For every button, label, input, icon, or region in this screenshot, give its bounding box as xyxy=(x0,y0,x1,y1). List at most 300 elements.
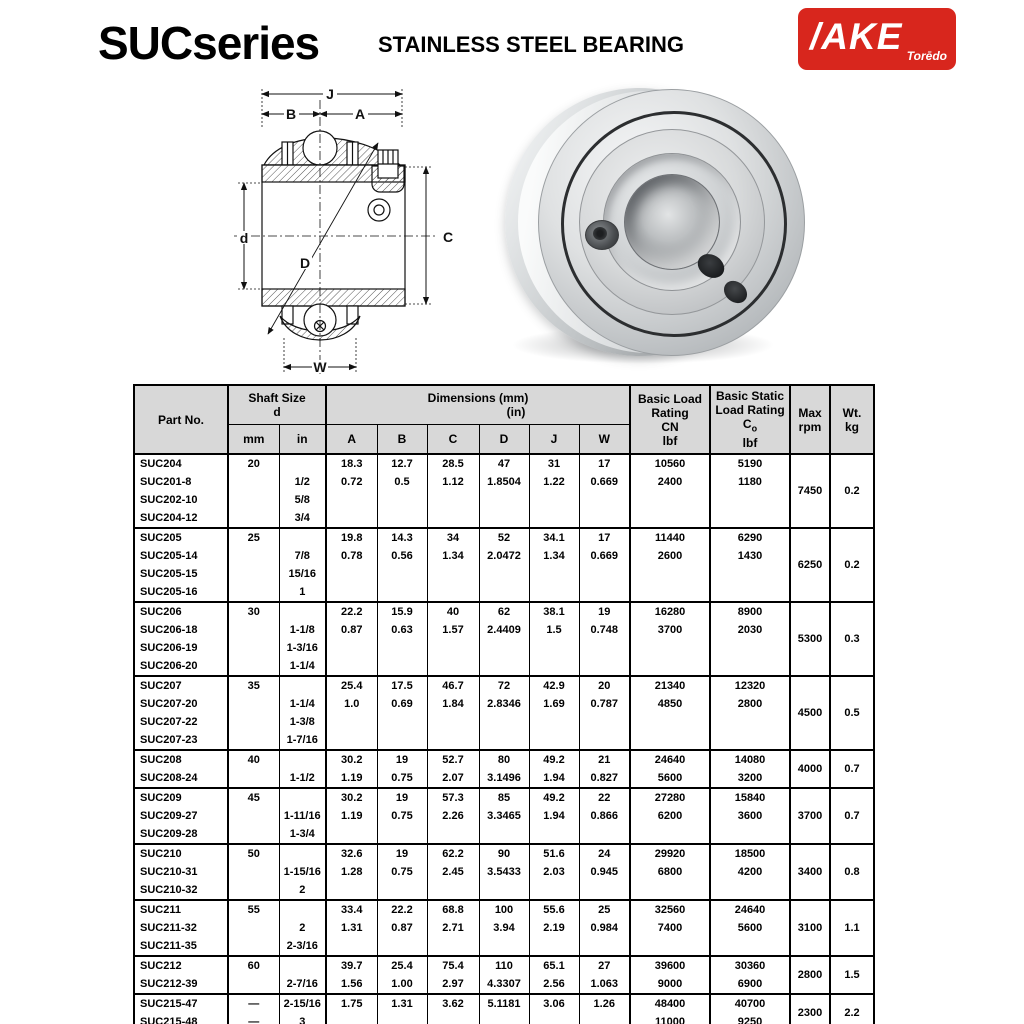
cell-line: SUC204 xyxy=(140,458,182,470)
max-rpm-cell: 4500 xyxy=(790,676,830,750)
dim-d-cell xyxy=(479,844,529,900)
weight-cell: 1.1 xyxy=(830,900,874,956)
cell-line xyxy=(580,825,630,843)
table-row xyxy=(134,844,874,900)
cell-line: 20 xyxy=(247,458,260,470)
cell-line xyxy=(631,731,709,749)
cell-line: 0.787 xyxy=(590,698,619,710)
dim-label-w: W xyxy=(313,359,327,375)
shaft-in-cell xyxy=(279,676,326,750)
cell-line xyxy=(711,657,789,675)
cell-line: 0.72 xyxy=(341,476,363,488)
cell-line: 49.2 xyxy=(543,754,565,766)
cell-line: 6200 xyxy=(657,810,683,822)
load-cn-cell xyxy=(630,900,710,956)
cell-line: 2 xyxy=(299,884,306,896)
load-co-cell xyxy=(710,956,790,994)
dim-w-cell xyxy=(579,900,630,956)
cell-line: 48400 xyxy=(654,998,686,1010)
load-co-cell xyxy=(710,676,790,750)
cell-line: 55 xyxy=(247,904,260,916)
cell-line: 51.6 xyxy=(543,848,565,860)
cell-line xyxy=(428,583,479,601)
cell-line xyxy=(711,509,789,527)
load-co-cell xyxy=(710,788,790,844)
brand-logo-name: AKE xyxy=(821,16,903,57)
cell-line: 2.0472 xyxy=(487,550,521,562)
cell-line: 57.3 xyxy=(442,792,464,804)
dim-w-cell xyxy=(579,994,630,1024)
cell-line: 1-15/16 xyxy=(283,866,321,878)
cell-line: 2400 xyxy=(657,476,683,488)
technical-drawing xyxy=(226,86,468,386)
col-header-shaft-size: Shaft Size d xyxy=(228,385,326,425)
cell-line xyxy=(631,509,709,527)
cell-line: 17 xyxy=(598,458,611,470)
brand-logo xyxy=(798,8,956,70)
cell-line: 22.2 xyxy=(341,606,363,618)
cell-line xyxy=(378,881,427,899)
cell-line: SUC206-20 xyxy=(140,660,198,672)
shaft-mm-cell xyxy=(228,994,279,1024)
dim-a-cell xyxy=(326,900,377,956)
load-co-cell xyxy=(710,994,790,1024)
dim-a-cell xyxy=(326,844,377,900)
cell-line: 1/2 xyxy=(294,476,310,488)
cell-line: 1-3/4 xyxy=(289,828,315,840)
cell-line: SUC205-16 xyxy=(140,586,198,598)
cell-line xyxy=(327,583,377,601)
cell-line: 2030 xyxy=(737,624,763,636)
load-co-cell xyxy=(710,844,790,900)
dim-w-cell xyxy=(579,676,630,750)
cell-line xyxy=(378,639,427,657)
cell-line xyxy=(480,713,529,731)
cell-line: 60 xyxy=(247,960,260,972)
cell-line: 1-1/2 xyxy=(289,772,315,784)
cell-line: 1.31 xyxy=(391,998,413,1010)
max-rpm-cell: 2300 xyxy=(790,994,830,1024)
cell-line xyxy=(480,881,529,899)
col-header-dim-w: W xyxy=(579,425,630,455)
cell-line: SUC205 xyxy=(140,532,182,544)
cell-line xyxy=(580,731,630,749)
max-rpm-cell: 6250 xyxy=(790,528,830,602)
cell-line: 3 xyxy=(299,1016,306,1024)
part-no-cell xyxy=(134,994,228,1024)
cell-line: SUC204-12 xyxy=(140,512,198,524)
cell-line xyxy=(480,565,529,583)
cell-line: 42.9 xyxy=(543,680,565,692)
cell-line: 25.4 xyxy=(341,680,363,692)
cell-line: 1180 xyxy=(738,476,762,488)
cell-line: 3.5433 xyxy=(487,866,521,878)
cell-line: 0.945 xyxy=(590,866,619,878)
cell-line: 55.6 xyxy=(543,904,565,916)
dim-b-cell xyxy=(377,528,427,602)
cell-line: 7/8 xyxy=(294,550,310,562)
cell-line: 2.97 xyxy=(442,978,464,990)
cell-line: 2.56 xyxy=(543,978,565,990)
cell-line xyxy=(229,473,279,491)
dim-c-cell xyxy=(427,844,479,900)
dim-j-cell xyxy=(529,788,579,844)
dim-c-cell xyxy=(427,602,479,676)
cell-line: 21340 xyxy=(654,680,686,692)
cell-line: 22 xyxy=(598,792,611,804)
cell-line: SUC211-32 xyxy=(140,922,197,934)
dim-j-cell xyxy=(529,602,579,676)
cell-line: 1 xyxy=(299,586,306,598)
brand-logo-text xyxy=(810,16,902,58)
cell-line: 0.78 xyxy=(341,550,363,562)
cell-line xyxy=(580,881,630,899)
cell-line: 1.12 xyxy=(442,476,464,488)
cell-line xyxy=(428,937,479,955)
cell-line: SUC207-23 xyxy=(140,734,198,746)
cell-line: 2.71 xyxy=(442,922,464,934)
cell-line: SUC201-8 xyxy=(140,476,192,488)
shaft-mm-cell xyxy=(228,788,279,844)
cell-line xyxy=(229,695,279,713)
cell-line xyxy=(428,1013,479,1024)
cell-line xyxy=(229,975,279,993)
cell-line: 0.669 xyxy=(590,476,619,488)
dim-d-cell xyxy=(479,676,529,750)
cell-line xyxy=(280,529,326,547)
cell-line xyxy=(480,1013,529,1024)
cell-line xyxy=(428,491,479,509)
load-cn-cell xyxy=(630,994,710,1024)
dim-j-cell xyxy=(529,750,579,788)
cell-line xyxy=(530,713,579,731)
cell-line: 34 xyxy=(446,532,460,544)
load-cn-cell xyxy=(630,788,710,844)
cell-line: 12320 xyxy=(734,680,766,692)
weight-cell: 0.7 xyxy=(830,750,874,788)
dim-w-cell xyxy=(579,602,630,676)
col-header-dim-c: C xyxy=(427,425,479,455)
cell-line xyxy=(530,881,579,899)
set-screw-socket xyxy=(593,227,607,240)
cell-line xyxy=(378,657,427,675)
cell-line: 0.75 xyxy=(391,772,413,784)
cell-line: 46.7 xyxy=(442,680,464,692)
cell-line: SUC206 xyxy=(140,606,182,618)
cell-line: 27280 xyxy=(654,792,686,804)
cell-line xyxy=(229,713,279,731)
load-cn-cell xyxy=(630,844,710,900)
cell-line xyxy=(711,565,789,583)
dim-d-cell xyxy=(479,750,529,788)
cell-line: 20 xyxy=(598,680,611,692)
dim-c-cell xyxy=(427,788,479,844)
shaft-in-cell xyxy=(279,750,326,788)
weight-cell: 0.8 xyxy=(830,844,874,900)
cell-line xyxy=(428,565,479,583)
dim-label-c: C xyxy=(442,229,454,245)
cell-line: 6800 xyxy=(657,866,683,878)
cell-line xyxy=(428,881,479,899)
cell-line: SUC206-18 xyxy=(140,624,198,636)
cell-line: 0.63 xyxy=(391,624,413,636)
cell-line xyxy=(327,937,377,955)
cell-line xyxy=(327,639,377,657)
shaft-in-cell xyxy=(279,788,326,844)
cell-line: 3.94 xyxy=(493,922,515,934)
cell-line: 50 xyxy=(247,848,260,860)
cell-line xyxy=(631,713,709,731)
cell-line: 15.9 xyxy=(391,606,413,618)
shaft-mm-cell xyxy=(228,454,279,528)
cell-line xyxy=(530,639,579,657)
cell-line: 1-3/16 xyxy=(286,642,318,654)
cell-line: SUC208-24 xyxy=(140,772,198,784)
cell-line xyxy=(580,509,630,527)
product-photo xyxy=(505,80,805,370)
weight-cell: 1.5 xyxy=(830,956,874,994)
cell-line: 25.4 xyxy=(391,960,413,972)
load-cn-cell xyxy=(630,602,710,676)
dim-b-cell xyxy=(377,676,427,750)
cell-line xyxy=(480,509,529,527)
cell-line xyxy=(378,825,427,843)
dim-a-cell xyxy=(326,788,377,844)
cell-line xyxy=(229,881,279,899)
cell-line: 15/16 xyxy=(288,568,317,580)
dim-c-cell xyxy=(427,528,479,602)
table-row xyxy=(134,602,874,676)
dim-w-cell xyxy=(579,454,630,528)
shaft-mm-cell xyxy=(228,956,279,994)
table-row xyxy=(134,956,874,994)
shaft-mm-cell xyxy=(228,528,279,602)
dim-a-cell xyxy=(326,750,377,788)
load-cn-cell xyxy=(630,676,710,750)
max-rpm-cell: 3400 xyxy=(790,844,830,900)
cell-line: 0.56 xyxy=(391,550,413,562)
cell-line: 19 xyxy=(395,792,409,804)
spec-table xyxy=(133,384,875,1024)
dim-c-cell xyxy=(427,676,479,750)
shaft-mm-cell xyxy=(228,602,279,676)
cell-line: 30360 xyxy=(734,960,766,972)
cell-line: 0.75 xyxy=(391,810,413,822)
load-cn-cell xyxy=(630,528,710,602)
max-rpm-cell: 7450 xyxy=(790,454,830,528)
cell-line: 12.7 xyxy=(391,458,413,470)
cell-line: 33.4 xyxy=(341,904,363,916)
table-row xyxy=(134,750,874,788)
cell-line: 3600 xyxy=(737,810,763,822)
cell-line: 24 xyxy=(598,848,611,860)
cell-line xyxy=(711,491,789,509)
cell-line xyxy=(631,583,709,601)
shaft-mm-cell xyxy=(228,844,279,900)
cell-line xyxy=(530,565,579,583)
shaft-in-cell xyxy=(279,454,326,528)
cell-line: 1.84 xyxy=(442,698,464,710)
cell-line: 5190 xyxy=(737,458,763,470)
cell-line xyxy=(280,901,326,919)
cell-line: 0.748 xyxy=(590,624,619,636)
cell-line: SUC209-27 xyxy=(140,810,198,822)
cell-line: 49.2 xyxy=(543,792,565,804)
table-row xyxy=(134,528,874,602)
dim-label-b: B xyxy=(285,106,297,122)
cell-line xyxy=(530,583,579,601)
cell-line: SUC210 xyxy=(140,848,182,860)
dim-d-cell xyxy=(479,454,529,528)
cell-line: 1-1/8 xyxy=(289,624,315,636)
cell-line: 16280 xyxy=(654,606,686,618)
cell-line: 3.06 xyxy=(543,998,565,1010)
shaft-mm-cell xyxy=(228,750,279,788)
shaft-mm-cell xyxy=(228,900,279,956)
cell-line: 3/4 xyxy=(294,512,310,524)
cell-line: 1.19 xyxy=(341,810,363,822)
cell-line: 1.69 xyxy=(543,698,565,710)
table-row xyxy=(134,676,874,750)
cell-line: 7400 xyxy=(657,922,683,934)
cell-line: 29920 xyxy=(654,848,686,860)
shaft-in-cell xyxy=(279,956,326,994)
cell-line: SUC209-28 xyxy=(140,828,198,840)
cell-line: 1-7/16 xyxy=(286,734,318,746)
cell-line: 18.3 xyxy=(341,458,363,470)
cell-line xyxy=(480,583,529,601)
dim-c-cell xyxy=(427,994,479,1024)
cell-line: 40700 xyxy=(734,998,766,1010)
cell-line xyxy=(378,491,427,509)
cell-line: 19.8 xyxy=(341,532,363,544)
dim-b-cell xyxy=(377,602,427,676)
cell-line xyxy=(711,937,789,955)
dim-w-cell xyxy=(579,956,630,994)
col-header-dim-d: D xyxy=(479,425,529,455)
cell-line: 110 xyxy=(495,960,513,972)
series-title: SUCseries xyxy=(98,17,320,69)
max-rpm-cell: 3700 xyxy=(790,788,830,844)
weight-cell: 0.5 xyxy=(830,676,874,750)
cell-line xyxy=(530,731,579,749)
cell-line xyxy=(428,825,479,843)
dim-c-cell xyxy=(427,900,479,956)
cell-line: — xyxy=(248,998,260,1010)
cell-line xyxy=(378,937,427,955)
cell-line xyxy=(280,603,326,621)
cell-line: SUC210-31 xyxy=(140,866,198,878)
cell-line: 1.31 xyxy=(341,922,363,934)
part-no-cell xyxy=(134,750,228,788)
cell-line: 85 xyxy=(497,792,511,804)
cell-line: 11000 xyxy=(655,1016,685,1024)
col-header-basic-static: Basic Static Load Rating $C_o$ lbf xyxy=(710,385,790,454)
cell-line: 0.827 xyxy=(590,772,619,784)
cell-line xyxy=(378,509,427,527)
cell-line: 5600 xyxy=(657,772,683,784)
cell-line: 1.26 xyxy=(593,998,615,1010)
dim-label-d: d xyxy=(239,230,249,246)
cell-line: SUC212 xyxy=(140,960,182,972)
cell-line xyxy=(229,937,279,955)
cell-line: SUC205-14 xyxy=(140,550,198,562)
cell-line xyxy=(580,937,630,955)
cell-line: 2.45 xyxy=(442,866,464,878)
dim-w-cell xyxy=(579,528,630,602)
cell-line xyxy=(327,881,377,899)
cell-line xyxy=(327,713,377,731)
cell-line: 19 xyxy=(395,848,409,860)
dim-label-j: J xyxy=(326,86,334,102)
cell-line: 17 xyxy=(598,532,611,544)
cell-line: 4850 xyxy=(657,698,683,710)
col-header-dim-j: J xyxy=(529,425,579,455)
brand-logo-slash: / xyxy=(810,16,822,57)
cell-line: 1.22 xyxy=(543,476,565,488)
cell-line xyxy=(229,565,279,583)
cell-line: 32.6 xyxy=(341,848,363,860)
cell-line xyxy=(530,509,579,527)
cell-line: 30 xyxy=(247,606,260,618)
cell-line: 25 xyxy=(598,904,611,916)
cell-line xyxy=(480,657,529,675)
cell-line: 0.87 xyxy=(391,922,413,934)
cell-line: 1430 xyxy=(737,550,763,562)
spec-table-header xyxy=(134,385,874,454)
cell-line xyxy=(580,491,630,509)
cell-line: 1.8504 xyxy=(487,476,521,488)
cell-line: 2-15/16 xyxy=(283,998,321,1010)
cell-line: SUC215-47 xyxy=(140,998,198,1010)
load-co-cell xyxy=(710,750,790,788)
cell-line: SUC207 xyxy=(140,680,182,692)
cell-line: 1.28 xyxy=(341,866,363,878)
part-no-cell xyxy=(134,844,228,900)
cell-line xyxy=(280,789,326,807)
cell-line: 11440 xyxy=(655,532,685,544)
cell-line: 19 xyxy=(598,606,611,618)
cell-line: 5/8 xyxy=(294,494,310,506)
cell-line: 4.3307 xyxy=(487,978,521,990)
cell-line: 1-1/4 xyxy=(289,660,315,672)
table-row xyxy=(134,454,874,528)
dim-c-cell xyxy=(427,750,479,788)
dim-d-cell xyxy=(479,956,529,994)
dim-b-cell xyxy=(377,750,427,788)
weight-cell: 0.7 xyxy=(830,788,874,844)
cell-line: 18500 xyxy=(734,848,766,860)
cell-line: 90 xyxy=(497,848,511,860)
cell-line xyxy=(428,509,479,527)
cell-line xyxy=(327,565,377,583)
dim-a-cell xyxy=(326,956,377,994)
cell-line: 3.1496 xyxy=(487,772,521,784)
cell-line: 52 xyxy=(497,532,511,544)
cell-line xyxy=(480,937,529,955)
cell-line xyxy=(428,731,479,749)
cell-line: 38.1 xyxy=(543,606,565,618)
cell-line xyxy=(280,957,326,975)
cell-line xyxy=(428,657,479,675)
cell-line xyxy=(280,751,326,769)
dim-b-cell xyxy=(377,956,427,994)
cell-line xyxy=(428,713,479,731)
cell-line: 30.2 xyxy=(341,754,363,766)
cell-line xyxy=(229,509,279,527)
dim-w-cell xyxy=(579,750,630,788)
cell-line xyxy=(580,713,630,731)
